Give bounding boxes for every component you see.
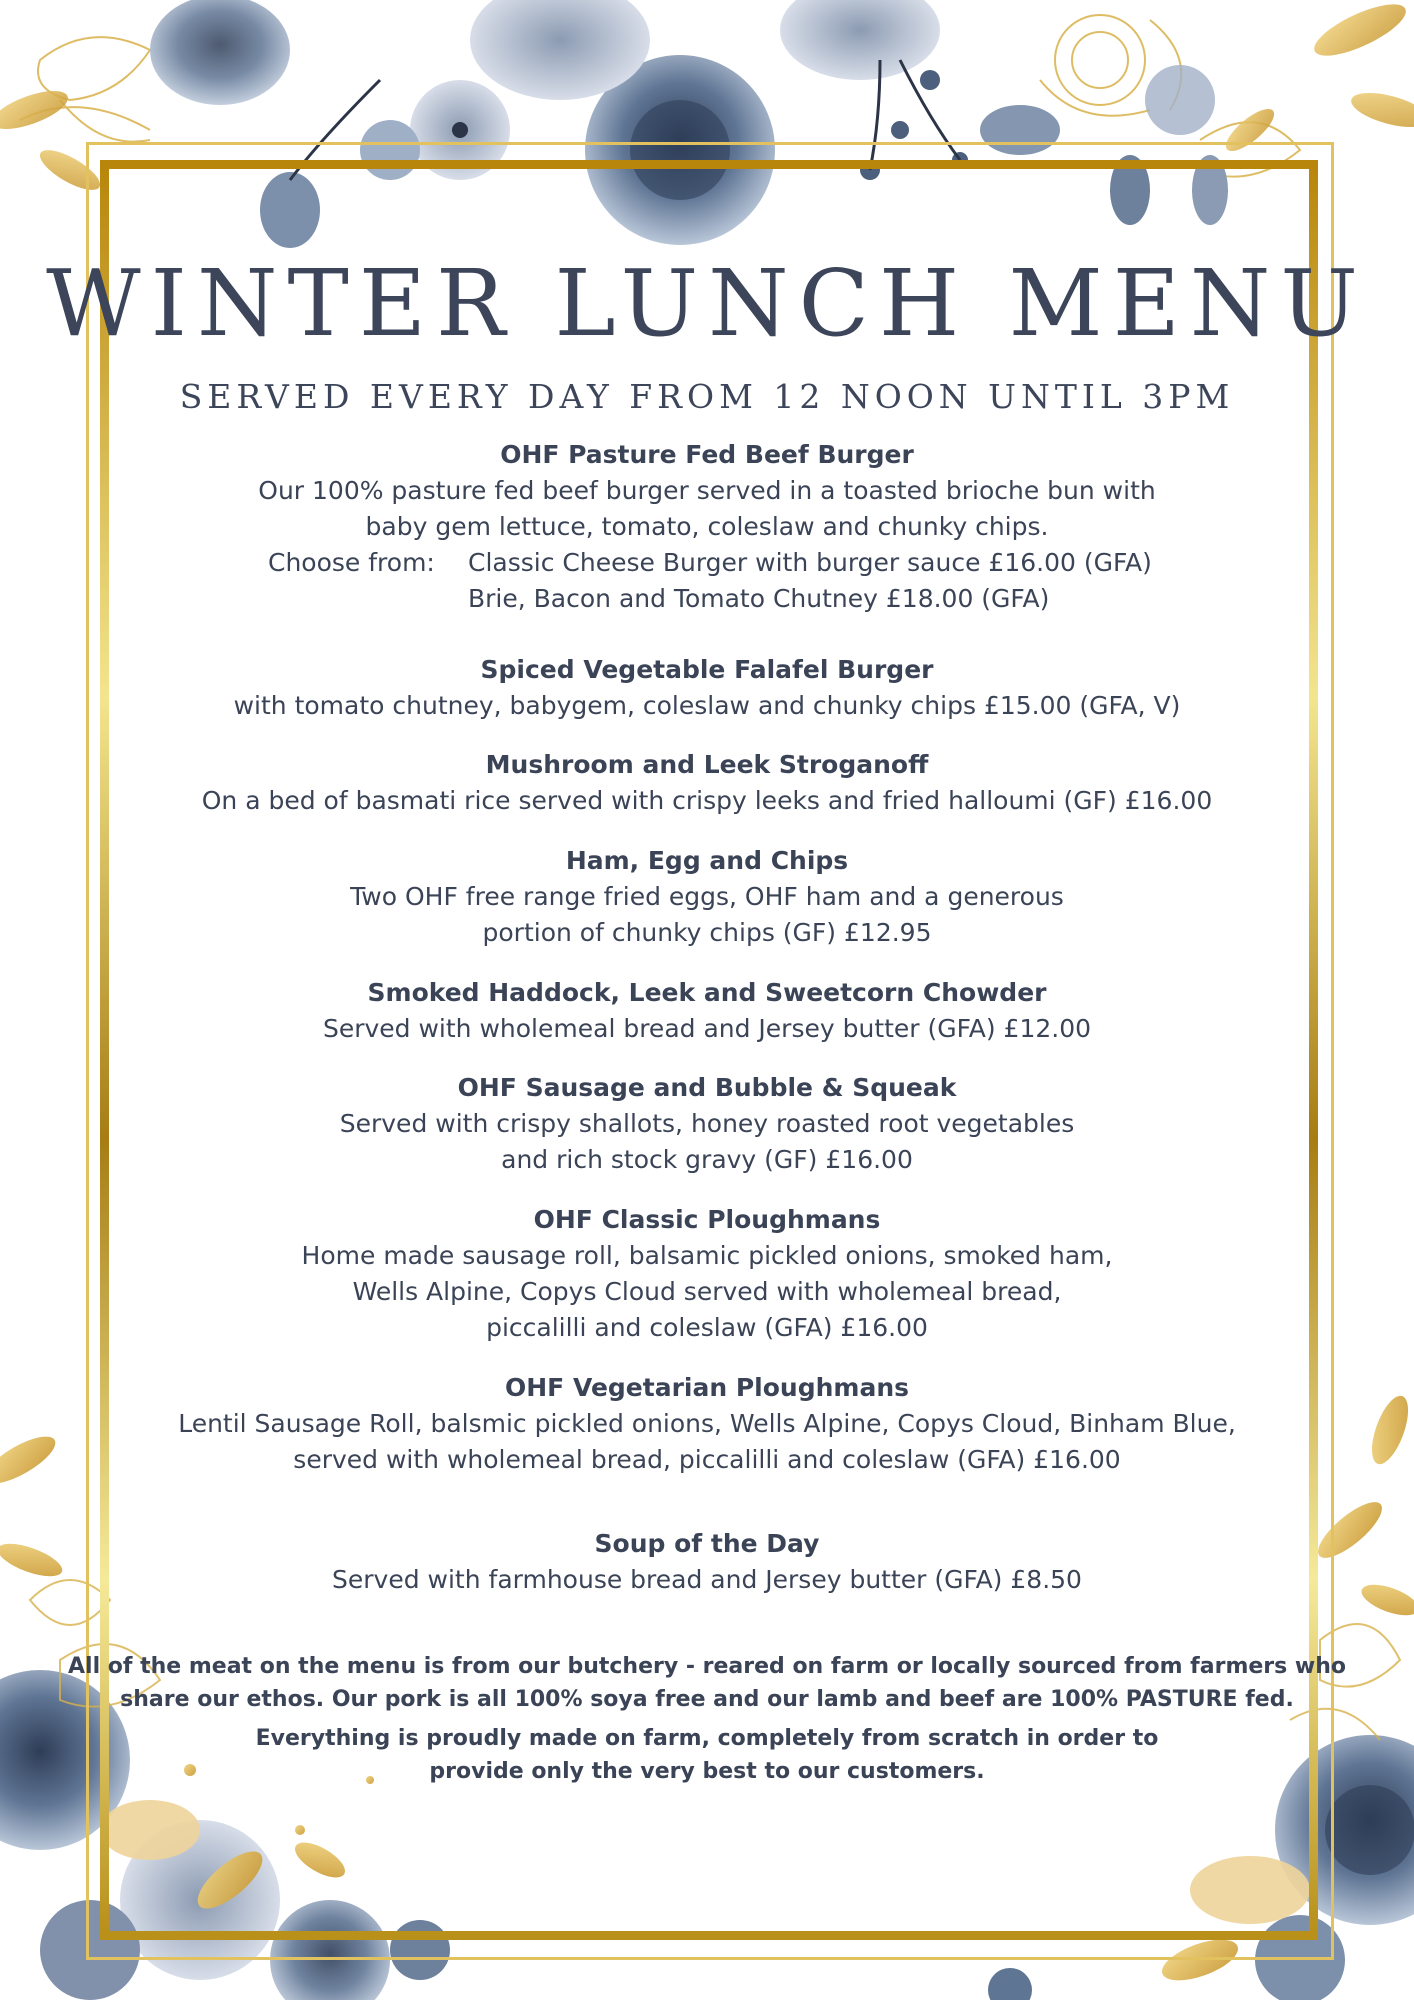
item-name: Spiced Vegetable Falafel Burger	[480, 655, 934, 684]
menu-footer-note	[0, 1650, 1414, 1788]
menu-item-sausage-bubble-squeak	[0, 1070, 1414, 1178]
footer-line: share our ethos. Our pork is all 100% soya free and our lamb and beef are 100% PASTURE fed.	[120, 1687, 1294, 1712]
item-name: Mushroom and Leek Stroganoff	[485, 750, 929, 779]
menu-item-classic-ploughmans	[0, 1202, 1414, 1346]
item-description: Our 100% pasture fed beef burger served in a toasted brioche bun with	[258, 476, 1156, 505]
menu-item-soup	[0, 1526, 1414, 1598]
item-name: OHF Classic Ploughmans	[533, 1205, 881, 1234]
item-description: On a bed of basmati rice served with crispy leeks and fried halloumi (GF) £16.00	[201, 786, 1213, 815]
menu-item-chowder	[0, 975, 1414, 1047]
menu-item-beef-burger	[0, 437, 1414, 545]
item-name: OHF Vegetarian Ploughmans	[505, 1373, 909, 1402]
menu-item-ham-egg-chips	[0, 843, 1414, 951]
footer-line: All of the meat on the menu is from our butchery - reared on farm or locally sourced from farmers who	[68, 1654, 1346, 1679]
burger-option: Brie, Bacon and Tomato Chutney £18.00 (GFA)	[468, 584, 1050, 613]
item-description: Wells Alpine, Copys Cloud served with wholemeal bread,	[352, 1277, 1062, 1306]
item-description: piccalilli and coleslaw (GFA) £16.00	[486, 1313, 928, 1342]
item-description: served with wholemeal bread, piccalilli and coleslaw (GFA) £16.00	[293, 1445, 1121, 1474]
item-description: Two OHF free range fried eggs, OHF ham and a generous	[350, 882, 1064, 911]
item-description: with tomato chutney, babygem, coleslaw and chunky chips £15.00 (GFA, V)	[233, 691, 1181, 720]
menu-title: WINTER LUNCH MENU	[46, 250, 1368, 357]
item-description: Served with farmhouse bread and Jersey butter (GFA) £8.50	[332, 1565, 1082, 1594]
item-description: Lentil Sausage Roll, balsmic pickled onions, Wells Alpine, Copys Cloud, Binham Blue,	[178, 1409, 1236, 1438]
item-description: Served with crispy shallots, honey roasted root vegetables	[339, 1109, 1075, 1138]
item-description: Served with wholemeal bread and Jersey butter (GFA) £12.00	[322, 1014, 1092, 1043]
item-name: OHF Sausage and Bubble & Squeak	[457, 1073, 957, 1102]
item-name: Smoked Haddock, Leek and Sweetcorn Chowder	[367, 978, 1047, 1007]
menu-item-falafel-burger	[0, 652, 1414, 724]
menu-item-stroganoff	[0, 747, 1414, 819]
item-name: Soup of the Day	[594, 1529, 820, 1558]
item-description: portion of chunky chips (GF) £12.95	[482, 918, 932, 947]
item-description: baby gem lettuce, tomato, coleslaw and chunky chips.	[365, 512, 1049, 541]
choose-from-label: Choose from:	[268, 548, 435, 577]
item-name: OHF Pasture Fed Beef Burger	[500, 440, 914, 469]
item-description: Home made sausage roll, balsamic pickled onions, smoked ham,	[301, 1241, 1113, 1270]
footer-line: provide only the very best to our customers.	[429, 1759, 985, 1784]
burger-option: Classic Cheese Burger with burger sauce £16.00 (GFA)	[468, 548, 1152, 577]
menu-item-vegetarian-ploughmans	[0, 1370, 1414, 1478]
footer-line: Everything is proudly made on farm, completely from scratch in order to	[255, 1726, 1159, 1751]
item-description: and rich stock gravy (GF) £16.00	[501, 1145, 913, 1174]
menu-subtitle: SERVED EVERY DAY FROM 12 NOON UNTIL 3PM	[179, 377, 1235, 416]
item-name: Ham, Egg and Chips	[565, 846, 849, 875]
